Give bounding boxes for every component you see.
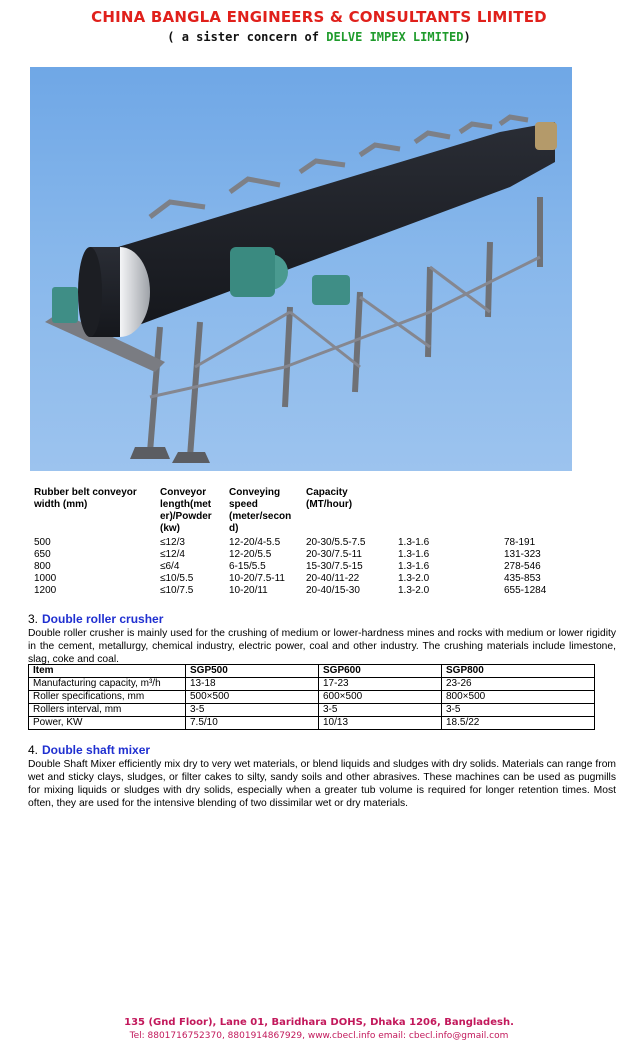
section-number: 3.	[28, 612, 39, 626]
table-header-cell: SGP500	[186, 665, 319, 678]
cell-length: ≤10/5.5	[160, 573, 194, 584]
cell-length: ≤6/4	[160, 561, 180, 572]
cell-speed: 6-15/5.5	[229, 561, 266, 572]
cell-extra-2: 131-323	[504, 549, 541, 560]
conveyor-photo	[30, 67, 572, 471]
conveyor-illustration	[30, 67, 572, 471]
table-cell: 17-23	[319, 678, 442, 691]
table-cell: 600×500	[319, 691, 442, 704]
cell-speed: 10-20/11	[229, 585, 268, 596]
footer-address: 135 (Gnd Floor), Lane 01, Baridhara DOHS, Dhaka 1206, Bangladesh.	[124, 1017, 514, 1028]
cell-width: 800	[34, 561, 51, 572]
sister-concern-line	[0, 30, 638, 44]
spec-row	[34, 573, 594, 585]
table-cell: Manufacturing capacity, m³/h	[29, 678, 186, 691]
header-conveying-speed	[229, 487, 291, 535]
table-cell: Power, KW	[29, 717, 186, 730]
header-line: Conveying	[229, 487, 281, 498]
section-title: Double roller crusher	[42, 612, 164, 626]
section-4-heading	[28, 743, 150, 757]
cell-extra-1: 1.3-1.6	[398, 561, 430, 572]
header-line: (meter/secon	[229, 511, 292, 522]
footer	[0, 1017, 638, 1041]
table-cell: 10/13	[319, 717, 442, 730]
cell-capacity: 20-40/11-22	[306, 573, 360, 584]
letterhead	[0, 8, 638, 44]
table-cell: 18.5/22	[442, 717, 595, 730]
header-line: Rubber belt conveyor	[34, 487, 137, 498]
section-3-paragraph: Double roller crusher is mainly used for the crushing of medium or lower-hardness mines and rocks with medium or lower rigidity in the cement, metallurgy, chemical industry, electric power, coal and other industry. The crushing materials include limestone, slag, coke and coal.	[28, 628, 616, 665]
header-line: width (mm)	[34, 499, 88, 510]
section-number: 4.	[28, 743, 39, 757]
table-cell: 800×500	[442, 691, 595, 704]
cell-length: ≤10/7.5	[160, 585, 194, 596]
cell-extra-1: 1.3-2.0	[398, 585, 430, 596]
cell-extra-1: 1.3-1.6	[398, 549, 430, 560]
table-row	[29, 717, 595, 730]
table-cell: 3-5	[186, 704, 319, 717]
cell-width: 1000	[34, 573, 57, 584]
cell-speed: 12-20/4-5.5	[229, 537, 281, 548]
cell-width: 500	[34, 537, 51, 548]
spec-table-header	[34, 487, 594, 535]
cell-extra-2: 435-853	[504, 573, 541, 584]
cell-speed: 10-20/7.5-11	[229, 573, 285, 584]
spec-row	[34, 561, 594, 573]
header-line: d)	[229, 523, 239, 534]
header-line: Conveyor	[160, 487, 207, 498]
table-header-row	[29, 665, 595, 678]
section-3-heading	[28, 612, 163, 626]
table-cell: 7.5/10	[186, 717, 319, 730]
company-name: CHINA BANGLA ENGINEERS & CONSULTANTS LIMITED	[91, 8, 547, 26]
table-header-cell: SGP800	[442, 665, 595, 678]
cell-extra-2: 278-546	[504, 561, 541, 572]
spec-row	[34, 537, 594, 549]
sister-suffix: )	[463, 30, 471, 44]
table-row	[29, 691, 595, 704]
table-cell: 13-18	[186, 678, 319, 691]
cell-capacity: 20-30/7.5-11	[306, 549, 362, 560]
header-line: (kw)	[160, 523, 180, 534]
section-title: Double shaft mixer	[42, 743, 151, 757]
header-line: (MT/hour)	[306, 499, 353, 510]
sister-company-name: DELVE IMPEX LIMITED	[326, 30, 464, 44]
table-row	[29, 704, 595, 717]
table-row	[29, 678, 595, 691]
spec-row	[34, 549, 594, 561]
table-cell: 500×500	[186, 691, 319, 704]
cell-capacity: 15-30/7.5-15	[306, 561, 363, 572]
cell-extra-2: 78-191	[504, 537, 536, 548]
cell-extra-2: 655-1284	[504, 585, 547, 596]
cell-extra-1: 1.3-1.6	[398, 537, 430, 548]
table-header-cell: Item	[29, 665, 186, 678]
table-header-cell: SGP600	[319, 665, 442, 678]
cell-capacity: 20-40/15-30	[306, 585, 360, 596]
cell-capacity: 20-30/5.5-7.5	[306, 537, 366, 548]
cell-speed: 12-20/5.5	[229, 549, 272, 560]
table-cell: Roller specifications, mm	[29, 691, 186, 704]
header-conveyor-length	[160, 487, 212, 535]
footer-contact: Tel: 8801716752370, 8801914867929, www.cbecl.info email: cbecl.info@gmail.com	[129, 1031, 509, 1041]
header-line: length(met	[160, 499, 212, 510]
header-belt-width	[34, 487, 137, 511]
spec-row	[34, 585, 594, 597]
header-line: speed	[229, 499, 258, 510]
cell-extra-1: 1.3-2.0	[398, 573, 430, 584]
table-cell: 23-26	[442, 678, 595, 691]
table-cell: Rollers interval, mm	[29, 704, 186, 717]
header-capacity	[306, 487, 352, 511]
header-line: er)/Powder	[160, 511, 212, 522]
cell-length: ≤12/4	[160, 549, 185, 560]
cell-length: ≤12/3	[160, 537, 185, 548]
cell-width: 650	[34, 549, 51, 560]
crusher-spec-table	[28, 664, 595, 730]
sister-prefix: ( a sister concern of	[167, 30, 327, 44]
section-4-paragraph: Double Shaft Mixer efficiently mix dry to very wet materials, or blend liquids and sludges with dry solids. Materials can range from wet and sticky clays, sludges, or filter cakes to silty, sandy soils and other abrasives. These machines can be used as pugmills for mixing liquids or sludges with dry solids, especially when a greater tub volume is required for longer retention times. Most often, they are used for the intensive blending of two dissimilar wet or dry materials.	[28, 759, 616, 809]
table-cell: 3-5	[442, 704, 595, 717]
table-cell: 3-5	[319, 704, 442, 717]
cell-width: 1200	[34, 585, 57, 596]
header-line: Capacity	[306, 487, 348, 498]
